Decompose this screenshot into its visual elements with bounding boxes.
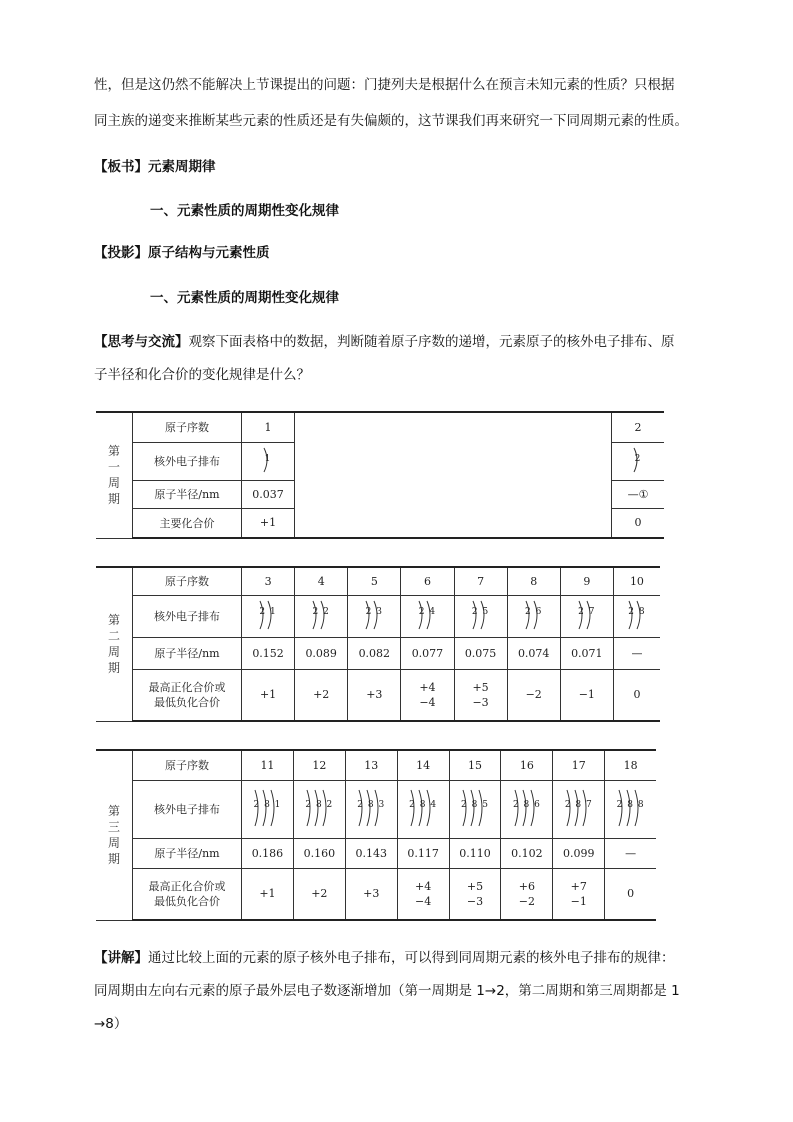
cell-radius: 0.152 — [242, 637, 295, 669]
row-label: 最高正化合价或 最低负化合价 — [133, 669, 242, 721]
period-label: 第 三 周 期 — [96, 750, 133, 920]
explain-tag: 【讲解】 — [94, 950, 148, 966]
shell-diagram: 2 7 — [560, 595, 613, 637]
projection-tag: 【投影】 — [94, 245, 148, 261]
row-label: 最高正化合价或 最低负化合价 — [133, 868, 242, 920]
cell-valence: +2 — [295, 669, 348, 721]
cell-radius: 0.074 — [507, 637, 560, 669]
cell-valence: +2 — [293, 868, 345, 920]
cell-z: 16 — [501, 750, 553, 780]
cell-z: 18 — [605, 750, 656, 780]
cell-valence: +5 −3 — [454, 669, 507, 721]
cell-z: 13 — [345, 750, 397, 780]
cell-z: 7 — [454, 567, 507, 595]
cell-z: 4 — [295, 567, 348, 595]
row-label: 核外电子排布 — [133, 442, 242, 480]
row-label: 原子半径/nm — [133, 838, 242, 868]
cell-z: 15 — [449, 750, 501, 780]
cell-radius: 0.075 — [454, 637, 507, 669]
cell-valence: +3 — [348, 669, 401, 721]
cell-radius: 0.082 — [348, 637, 401, 669]
cell-valence: 0 — [605, 868, 656, 920]
paragraph-line: 同主族的递变来推断某些元素的性质还是有失偏颇的，这节课我们再来研究一下同周期元素的性质。 — [94, 113, 688, 129]
projection-note — [94, 243, 270, 263]
cell-radius: 0.186 — [242, 838, 294, 868]
cell-radius: 0.071 — [560, 637, 613, 669]
explain-text: 通过比较上面的元素的原子核外电子排布，可以得到同周期元素的核外电子排布的规律： — [148, 950, 675, 966]
think-note — [94, 332, 675, 352]
period-2-table — [96, 566, 660, 722]
cell-valence-1: +1 — [242, 508, 295, 538]
cell-radius-1: 0.037 — [242, 480, 295, 508]
cell-z: 17 — [553, 750, 605, 780]
row-label: 原子序数 — [133, 567, 242, 595]
cell-valence: +7 −1 — [553, 868, 605, 920]
shell-diagram: 2 2 — [295, 595, 348, 637]
row-label: 原子序数 — [133, 750, 242, 780]
cell-z: 11 — [242, 750, 294, 780]
shell-diagram: 2 8 1 — [242, 780, 294, 838]
row-label: 原子半径/nm — [133, 480, 242, 508]
cell-radius: 0.099 — [553, 838, 605, 868]
shell-diagram: 2 5 — [454, 595, 507, 637]
section-heading: 一、元素性质的周期性变化规律 — [150, 203, 339, 219]
cell-z: 3 — [242, 567, 295, 595]
shell-diagram: 2 6 — [507, 595, 560, 637]
paragraph-line: 子半径和化合价的变化规律是什么？ — [94, 367, 310, 383]
cell-radius: 0.089 — [295, 637, 348, 669]
cell-valence: +1 — [242, 669, 295, 721]
paragraph-line: 性，但是这仍然不能解决上节课提出的问题：门捷列夫是根据什么在预言未知元素的性质？只根据 — [94, 77, 675, 93]
cell-valence: +6 −2 — [501, 868, 553, 920]
row-label: 原子半径/nm — [133, 637, 242, 669]
cell-radius-2: —① — [612, 480, 665, 508]
period-3-table — [96, 749, 656, 921]
shell-diagram: 2 8 4 — [397, 780, 449, 838]
cell-z-1: 1 — [242, 412, 295, 442]
cell-radius: 0.160 — [293, 838, 345, 868]
cell-valence: +4 −4 — [401, 669, 454, 721]
cell-valence: −1 — [560, 669, 613, 721]
cell-radius: 0.117 — [397, 838, 449, 868]
shell-diagram: 2 8 8 — [605, 780, 656, 838]
paragraph-line: →8） — [94, 1016, 128, 1032]
shell-diagram: 1 — [242, 442, 295, 480]
cell-valence: +3 — [345, 868, 397, 920]
cell-radius: 0.143 — [345, 838, 397, 868]
cell-valence-2: 0 — [612, 508, 665, 538]
cell-radius: — — [613, 637, 660, 669]
period-1-table — [96, 411, 664, 539]
cell-z: 6 — [401, 567, 454, 595]
empty-gap — [295, 412, 612, 538]
shell-diagram: 2 8 7 — [553, 780, 605, 838]
shell-diagram: 2 8 6 — [501, 780, 553, 838]
cell-valence: 0 — [613, 669, 660, 721]
period-label: 第 一 周 期 — [96, 412, 133, 538]
cell-z: 9 — [560, 567, 613, 595]
shell-diagram: 2 — [612, 442, 665, 480]
cell-z: 8 — [507, 567, 560, 595]
cell-valence: +4 −4 — [397, 868, 449, 920]
section-heading: 一、元素性质的周期性变化规律 — [150, 290, 339, 306]
row-label: 核外电子排布 — [133, 595, 242, 637]
row-label: 原子序数 — [133, 412, 242, 442]
board-tag: 【板书】 — [94, 159, 148, 175]
row-label: 主要化合价 — [133, 508, 242, 538]
board-note — [94, 157, 216, 177]
cell-radius: 0.110 — [449, 838, 501, 868]
shell-diagram: 2 8 — [613, 595, 660, 637]
shell-diagram: 2 4 — [401, 595, 454, 637]
row-label: 核外电子排布 — [133, 780, 242, 838]
shell-diagram: 2 1 — [242, 595, 295, 637]
shell-diagram: 2 8 2 — [293, 780, 345, 838]
cell-radius: 0.077 — [401, 637, 454, 669]
period-label: 第 二 周 期 — [96, 567, 133, 721]
explain-note — [94, 948, 675, 968]
projection-title: 原子结构与元素性质 — [148, 245, 270, 261]
cell-radius: — — [605, 838, 656, 868]
cell-radius: 0.102 — [501, 838, 553, 868]
cell-valence: +5 −3 — [449, 868, 501, 920]
think-text: 观察下面表格中的数据，判断随着原子序数的递增，元素原子的核外电子排布、原 — [188, 334, 675, 350]
cell-z: 14 — [397, 750, 449, 780]
shell-diagram: 2 8 3 — [345, 780, 397, 838]
cell-valence: −2 — [507, 669, 560, 721]
think-tag: 【思考与交流】 — [94, 334, 189, 350]
cell-z: 12 — [293, 750, 345, 780]
cell-z-2: 2 — [612, 412, 665, 442]
cell-z: 10 — [613, 567, 660, 595]
shell-diagram: 2 8 5 — [449, 780, 501, 838]
cell-valence: +1 — [242, 868, 294, 920]
paragraph-line: 同周期由左向右元素的原子最外层电子数逐渐增加（第一周期是 1→2，第二周期和第三周期都是 1 — [94, 983, 680, 999]
board-title: 元素周期律 — [148, 159, 216, 175]
shell-diagram: 2 3 — [348, 595, 401, 637]
cell-z: 5 — [348, 567, 401, 595]
